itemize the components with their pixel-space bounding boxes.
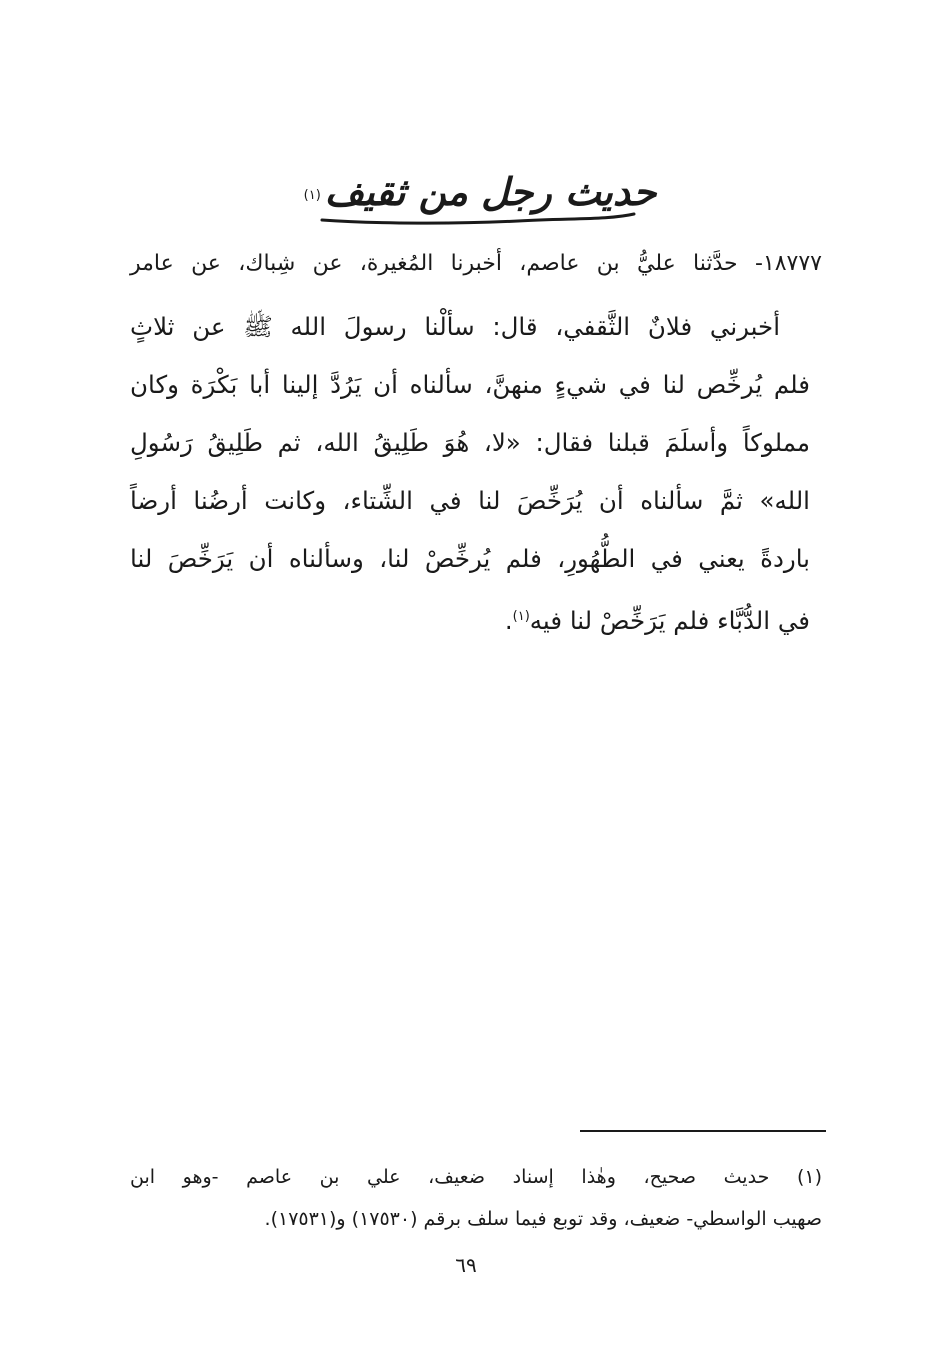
title-flourish [318,210,638,226]
hadith-line-end: . [504,606,513,636]
hadith-number-line: ١٨٧٧٧- حدَّثنا عليُّ بن عاصم، أخبرنا المُغيرة، عن شِباك، عن عامر [130,251,822,276]
hadith-line: مملوكاً وأسلَمَ قبلنا فقال: «لا، هُوَ طَلِيقُ الله، ثم طَلِيقُ رَسُولِ [130,428,810,457]
hadith-line: فلم يُرخِّص لنا في شيءٍ منهنَّ، سألناه أن يَرُدَّ إلينا أبا بَكْرَة وكان [130,370,810,399]
hadith-footnote-marker: (١) [512,609,530,624]
footnote-divider [580,1130,826,1132]
hadith-line: في الدُّبَّاء فلم يَرَخِّصْ لنا فيه [529,606,810,636]
chapter-heading [300,168,660,216]
chapter-footnote-marker: (١) [303,187,321,203]
hadith-text [130,298,810,646]
hadith-line: الله» ثمَّ سألناه أن يُرَخِّصَ لنا في الشِّتاء، وكانت أرضُنا أرضاً [130,486,810,515]
chapter-title: حديث رجل من ثقيف [324,169,657,214]
hadith-last-line [130,588,810,646]
footnotes [130,1156,822,1240]
hadith-line: باردةً يعني في الطُّهُورِ، فلم يُرخِّصْ لنا، وسألناه أن يَرَخِّصَ لنا [130,544,810,573]
footnote-line: (١) حديث صحيح، وهٰذا إسناد ضعيف، علي بن عاصم -وهو ابن [130,1166,822,1188]
hadith-line: أخبرني فلانٌ الثَّقفي، قال: سألْنا رسولَ الله ﷺ عن ثلاثٍ [130,312,780,341]
page-number: ٦٩ [455,1253,477,1277]
footnote-line: صهيب الواسطي- ضعيف، وقد توبع فيما سلف برقم (١٧٥٣٠) و(١٧٥٣١). [264,1208,822,1230]
